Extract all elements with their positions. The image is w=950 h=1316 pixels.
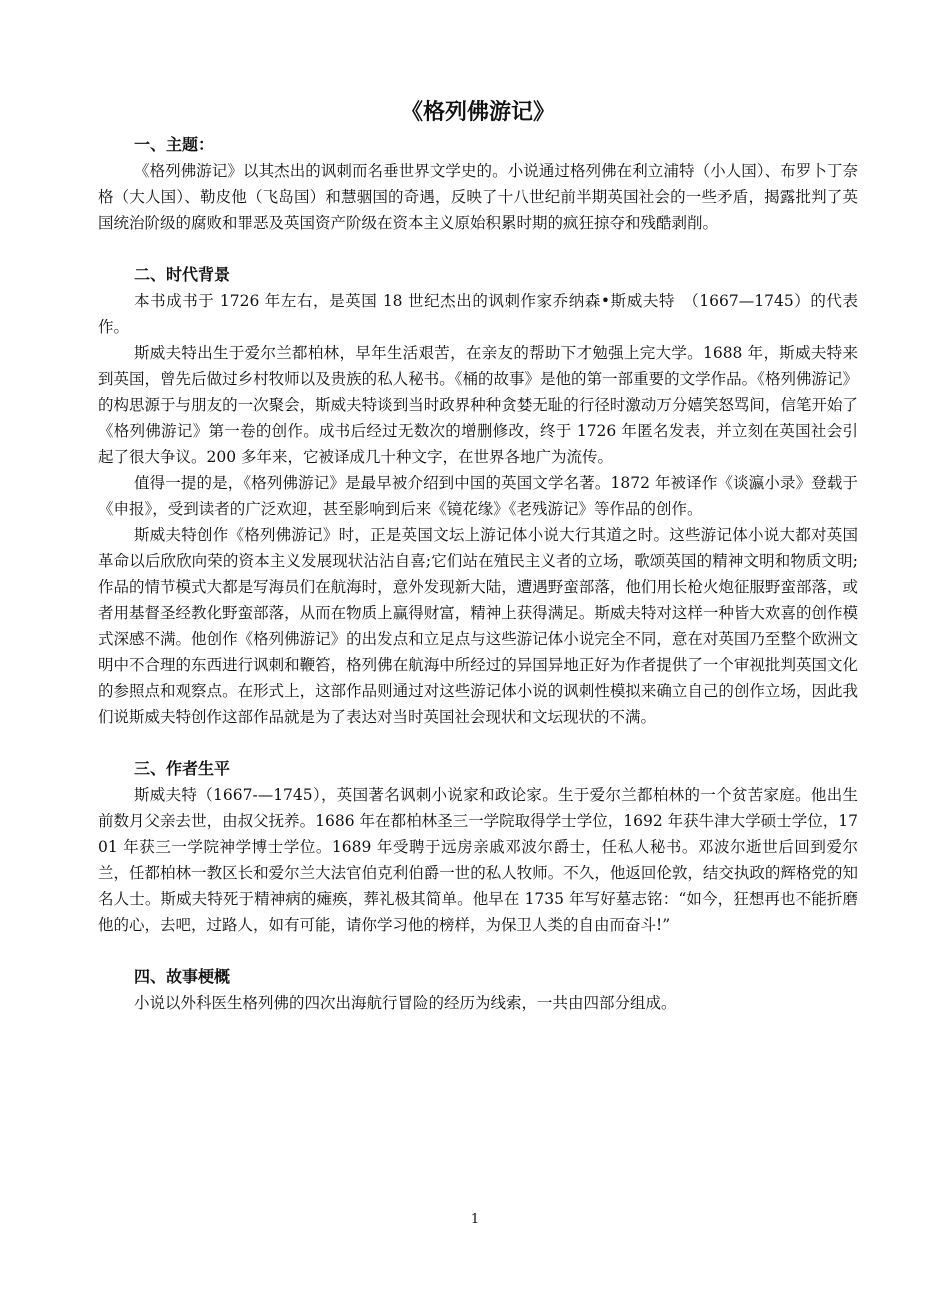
- section-background: [98, 262, 858, 730]
- spacer: [98, 938, 858, 964]
- section-heading-plot-summary: 四、故事梗概: [134, 967, 231, 986]
- paragraph: 斯威夫特出生于爱尔兰都柏林，早年生活艰苦，在亲友的帮助下才勉强上完大学。1688 年，斯威夫特来到英国，曾先后做过乡村牧师以及贵族的私人秘书。《桶的故事》是他的第一部重要的文学作品。《格列佛游记》的构思源于与朋友的一次聚会，斯威夫特谈到当时政界种种贪婪无耻的行径时激动万分嬉笑怒骂间，信笔开始了《格列佛游记》第一卷的创作。成书后经过无数次的增删修改，终于 1726 年匿名发表，并立刻在英国社会引起了很大争议。200 多年来，它被译成几十种文字，在世界各地广为流传。: [98, 344, 858, 466]
- section-heading-theme: 一、主题：: [134, 135, 215, 154]
- section-heading-background: 二、时代背景: [134, 265, 231, 284]
- document-body: [98, 98, 858, 1016]
- document-title: 《格列佛游记》: [400, 100, 555, 125]
- paragraph: 值得一提的是，《格列佛游记》是最早被介绍到中国的英国文学名著。1872 年被译作《谈瀛小录》登载于《申报》，受到读者的广泛欢迎，甚至影响到后来《镜花缘》《老残游记》等作品的创作。: [98, 474, 858, 518]
- section-author-life: [98, 756, 858, 938]
- paragraph: 小说以外科医生格列佛的四次出海航行冒险的经历为线索，一共由四部分组成。: [134, 994, 677, 1012]
- paragraph: 斯威夫特创作《格列佛游记》时，正是英国文坛上游记体小说大行其道之时。这些游记体小说大都对英国革命以后欣欣向荣的资本主义发展现状沾沾自喜;它们站在殖民主义者的立场，歌颂英国的精神文明和物质文明;作品的情节模式大都是写海员们在航海时，意外发现新大陆，遭遇野蛮部落，他们用长枪火炮征服野蛮部落，或者用基督圣经教化野蛮部落，从而在物质上赢得财富，精神上获得满足。斯威夫特对这样一种皆大欢喜的创作模式深感不满。他创作《格列佛游记》的出发点和立足点与这些游记体小说完全不同，意在对英国乃至整个欧洲文明中不合理的东西进行讽刺和鞭笞，格列佛在航海中所经过的异国异地正好为作者提供了一个审视批判英国文化的参照点和观察点。在形式上，这部作品则通过对这些游记体小说的讽刺性模拟来确立自己的创作立场，因此我们说斯威夫特创作这部作品就是为了表达对当时英国社会现状和文坛现状的不满。: [98, 526, 858, 726]
- section-theme: [98, 132, 858, 236]
- section-heading-author-life: 三、作者生平: [134, 759, 231, 778]
- paragraph: 《格列佛游记》以其杰出的讽刺而名垂世界文学史的。小说通过格列佛在利立浦特（小人国）、布罗卜丁奈格（大人国）、勒皮他（飞岛国）和慧骃国的奇遇，反映了十八世纪前半期英国社会的一些矛盾，揭露批判了英国统治阶级的腐败和罪恶及英国资产阶级在资本主义原始积累时期的疯狂掠夺和残酷剥削。: [98, 162, 858, 232]
- spacer: [98, 236, 858, 262]
- page-number: 1: [470, 1212, 480, 1227]
- paragraph: 斯威夫特（1667-—1745），英国著名讽刺小说家和政论家。生于爱尔兰都柏林的一个贫苦家庭。他出生前数月父亲去世，由叔父抚养。1686 年在都柏林圣三一学院取得学士学位，1692 年获牛津大学硕士学位，1701 年获三一学院神学博士学位。1689 年受聘于远房亲戚邓波尔爵士，任私人秘书。邓波尔逝世后回到爱尔兰，任都柏林一教区长和爱尔兰大法官伯克利伯爵一世的私人牧师。不久，他返回伦敦，结交执政的辉格党的知名人士。斯威夫特死于精神病的瘫痪，葬礼极其简单。他早在 1735 年写好墓志铭：“如今，狂想再也不能折磨他的心，去吧，过路人，如有可能，请你学习他的榜样，为保卫人类的自由而奋斗!”: [98, 786, 858, 934]
- spacer: [98, 730, 858, 756]
- section-plot-summary: [98, 964, 858, 1016]
- paragraph: 本书成书于 1726 年左右，是英国 18 世纪杰出的讽刺作家乔纳森•斯威夫特 （1667—1745）的代表作。: [98, 292, 858, 336]
